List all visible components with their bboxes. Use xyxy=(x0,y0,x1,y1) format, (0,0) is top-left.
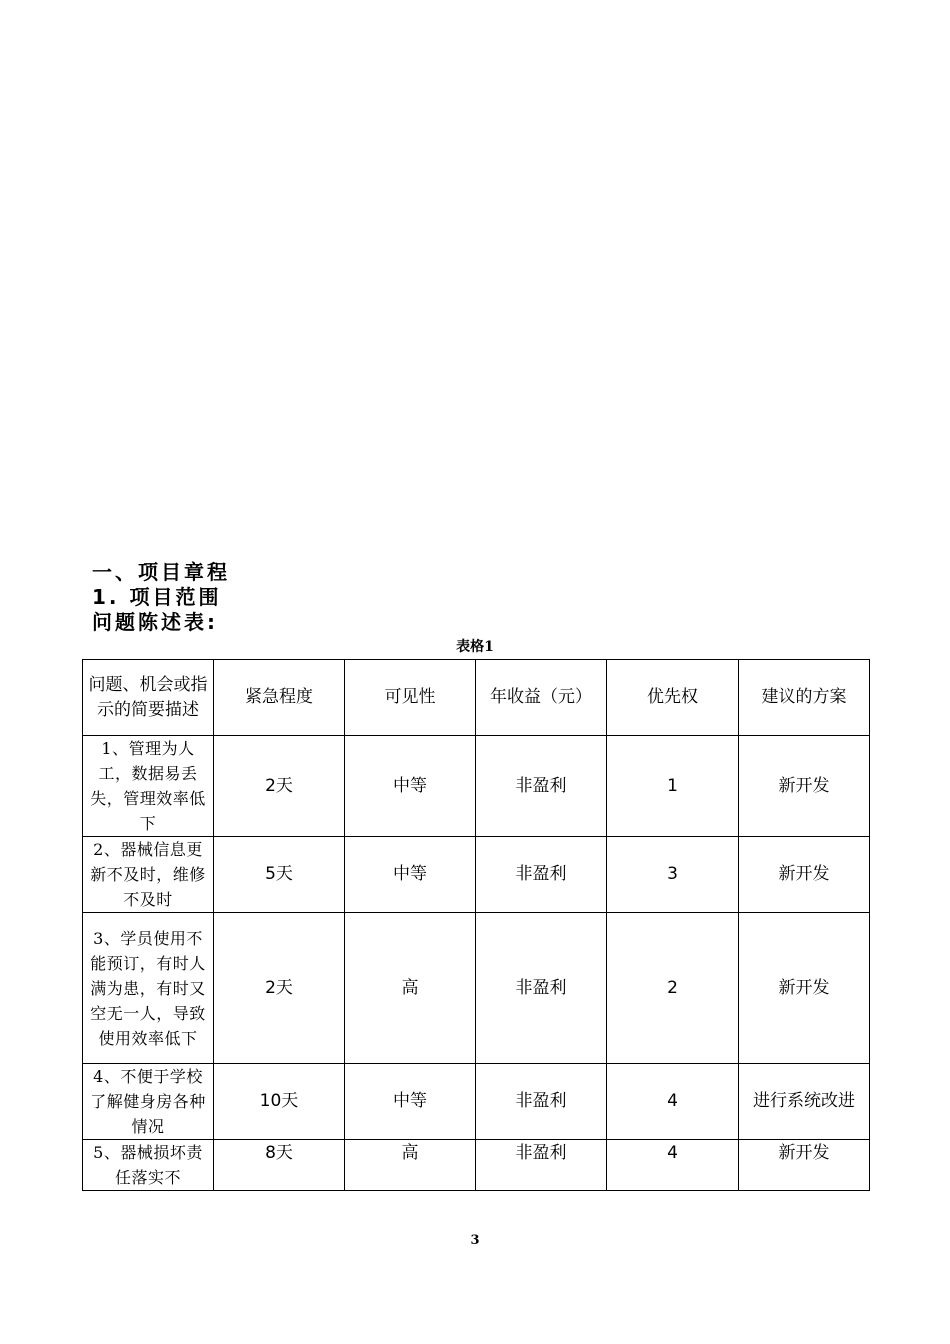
column-header-solution: 建议的方案 xyxy=(739,660,870,736)
column-header-revenue: 年收益（元） xyxy=(476,660,607,736)
cell-revenue: 非盈利 xyxy=(476,736,607,837)
cell-visibility: 高 xyxy=(345,1140,476,1191)
cell-priority: 4 xyxy=(607,1064,739,1140)
table-caption: 表格1 xyxy=(456,639,494,655)
subsection-heading: 1. 项目范围 xyxy=(92,585,222,609)
cell-solution: 新开发 xyxy=(739,913,870,1064)
problem-statement-table xyxy=(82,659,870,1191)
cell-urgency: 5天 xyxy=(214,837,345,913)
cell-description: 3、学员使用不能预订，有时人满为患，有时又空无一人，导致使用效率低下 xyxy=(83,913,214,1064)
cell-priority: 4 xyxy=(607,1140,739,1191)
cell-visibility: 中等 xyxy=(345,1064,476,1140)
section-heading: 一、项目章程 xyxy=(92,560,230,584)
table-row xyxy=(83,1064,870,1140)
table-row xyxy=(83,736,870,837)
column-header-urgency: 紧急程度 xyxy=(214,660,345,736)
cell-solution: 新开发 xyxy=(739,1140,870,1191)
table-row xyxy=(83,1140,870,1191)
cell-priority: 3 xyxy=(607,837,739,913)
column-header-priority: 优先权 xyxy=(607,660,739,736)
cell-revenue: 非盈利 xyxy=(476,1064,607,1140)
table-row xyxy=(83,913,870,1064)
cell-description: 4、不便于学校了解健身房各种情况 xyxy=(83,1064,214,1140)
cell-revenue: 非盈利 xyxy=(476,1140,607,1191)
cell-visibility: 高 xyxy=(345,913,476,1064)
cell-revenue: 非盈利 xyxy=(476,837,607,913)
cell-urgency: 8天 xyxy=(214,1140,345,1191)
cell-description: 5、器械损坏责任落实不 xyxy=(83,1140,214,1191)
cell-solution: 进行系统改进 xyxy=(739,1064,870,1140)
page-number: 3 xyxy=(470,1233,480,1248)
table-header-row xyxy=(83,660,870,736)
cell-visibility: 中等 xyxy=(345,837,476,913)
cell-urgency: 10天 xyxy=(214,1064,345,1140)
cell-solution: 新开发 xyxy=(739,837,870,913)
cell-description: 2、器械信息更新不及时，维修不及时 xyxy=(83,837,214,913)
cell-visibility: 中等 xyxy=(345,736,476,837)
column-header-visibility: 可见性 xyxy=(345,660,476,736)
table-title: 问题陈述表: xyxy=(92,610,218,634)
cell-priority: 1 xyxy=(607,736,739,837)
cell-revenue: 非盈利 xyxy=(476,913,607,1064)
table-row xyxy=(83,837,870,913)
cell-priority: 2 xyxy=(607,913,739,1064)
cell-solution: 新开发 xyxy=(739,736,870,837)
cell-description: 1、管理为人工，数据易丢失，管理效率低下 xyxy=(83,736,214,837)
cell-urgency: 2天 xyxy=(214,913,345,1064)
column-header-description: 问题、机会或指示的简要描述 xyxy=(83,660,214,736)
cell-urgency: 2天 xyxy=(214,736,345,837)
